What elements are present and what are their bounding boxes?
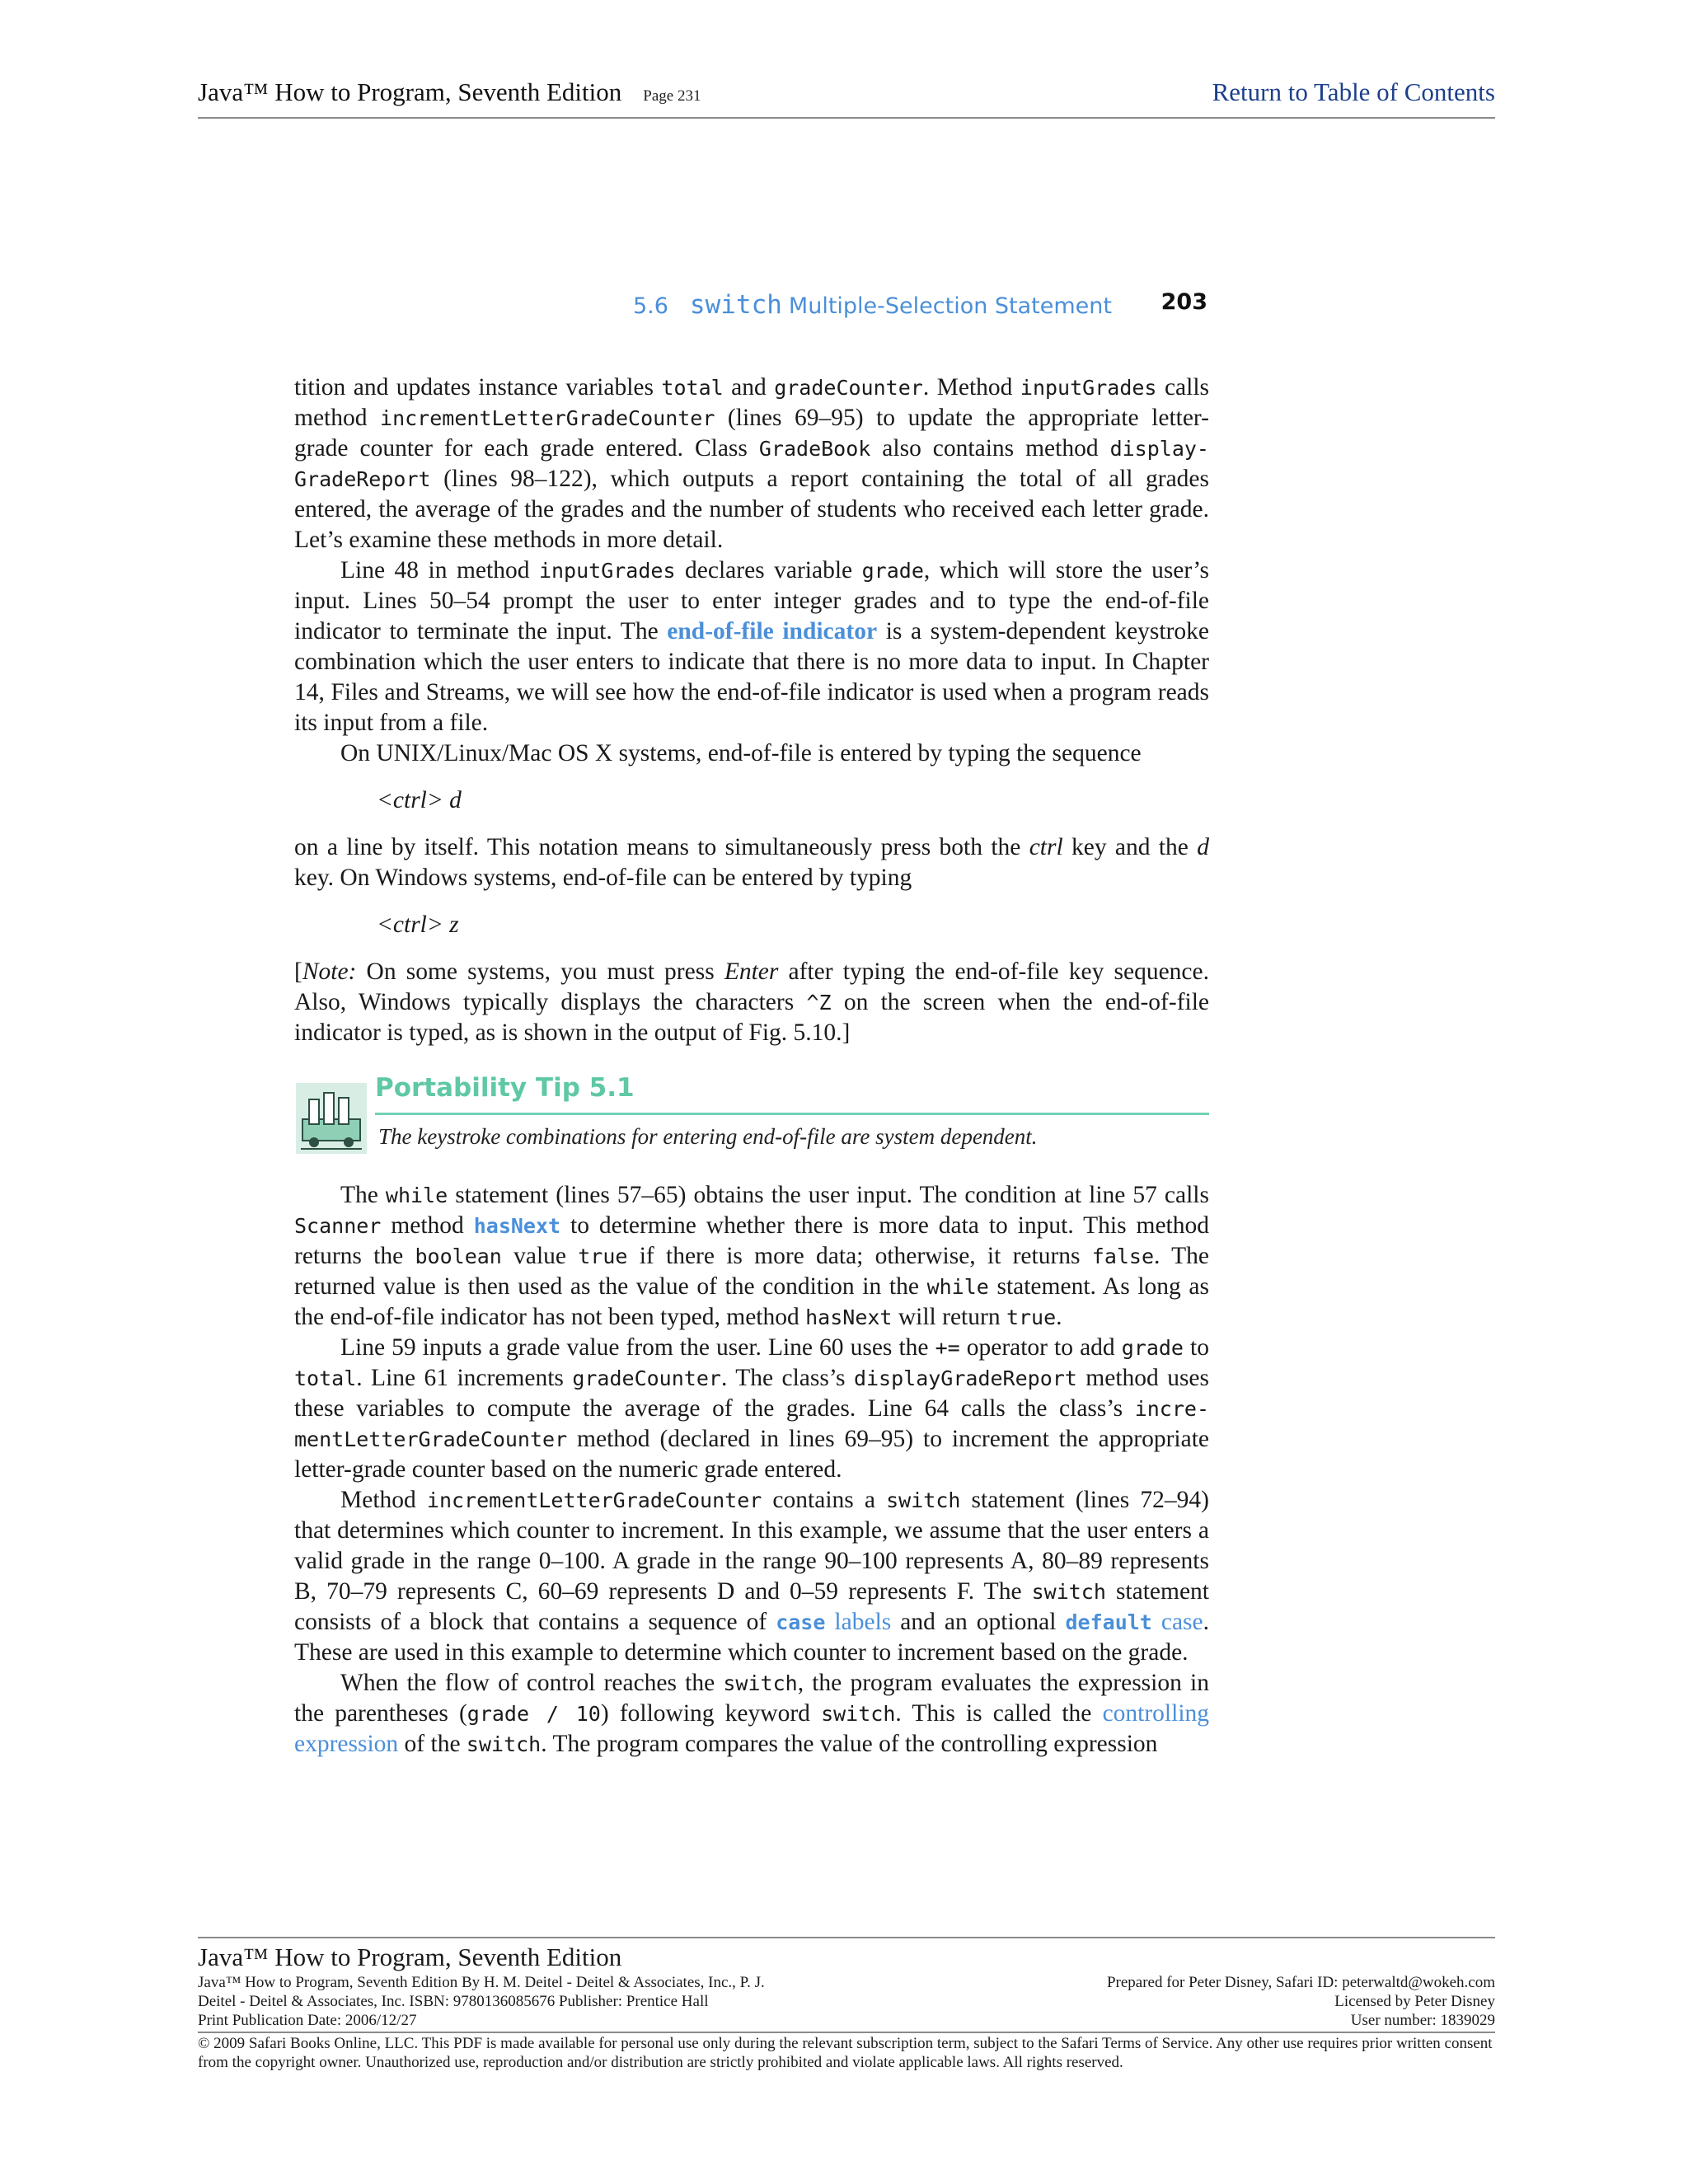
footer-book-title: Java™ How to Program, Seventh Edition (198, 1943, 622, 1971)
tip-text: The keystroke combinations for entering end-of-file are system dependent. (378, 1124, 1038, 1149)
paragraph-9: When the flow of control reaches the switch, the program evaluates the expression in the parentheses (grade / 10) following keyword switch. This is called the controlling expression of the switch. The program compares the value of the controlling expression (294, 1670, 1210, 1757)
footer-row-3 (198, 2011, 1495, 2030)
tip-rule (375, 1113, 1209, 1115)
paragraph-7: Line 59 inputs a grade value from the user. Line 60 uses the += operator to add grade to total. Line 61 increments gradeCounter. The class’s displayGradeReport method uses these variables to compute the average of the grades. Line 64 calls the class’s incre-mentLetterGradeCounter method (declared in lines 69–95) to increment the appropriate letter-grade counter based on the numeric grade entered. (294, 1334, 1210, 1483)
body-text (294, 373, 1209, 1760)
key-term-default: default (1065, 1610, 1152, 1634)
key-term-controlling-expression: controlling expression (294, 1700, 1210, 1757)
key-sequence-ctrl-z: <ctrl> z (377, 912, 459, 938)
key-term-labels: labels (825, 1609, 892, 1635)
footer-publication-date: Print Publication Date: 2006/12/27 (198, 2012, 417, 2029)
running-head-section (633, 290, 1112, 320)
portability-tip (294, 1073, 1209, 1155)
running-head (294, 287, 1209, 325)
footer-row-2 (198, 1992, 1495, 2011)
book-page-number: 203 (1160, 289, 1207, 315)
paragraph-8: Method incrementLetterGradeCounter contains a switch statement (lines 72–94) that determines which counter to increment. In this example, we assume that the user enters a valid grade in the range 0–100. A grade in the range 90–100 represents A, 80–89 represents B, 70–79 represents C, 60–69 represents D and 0–59 represents F. The switch statement consists of a block that contains a sequence of case labels and an optional default case. These are used in this example to determine which counter to increment based on the grade. (294, 1487, 1210, 1666)
tip-title: Portability Tip 5.1 (375, 1073, 635, 1103)
return-to-toc-link[interactable]: Return to Table of Contents (1212, 77, 1495, 106)
paragraph-1: tition and updates instance variables total and gradeCounter. Method inputGrades calls method incrementLetterGradeCounter (lines 69–95) to update the appropriate letter-grade counter for each grade entered. Class GradeBook also contains method display-GradeReport (lines 98–122), which outputs a report containing the total of all grades entered, the average of the grades and the number of students who received each letter grade. Let’s examine these methods in more detail. (294, 374, 1210, 553)
paragraph-6: The while statement (lines 57–65) obtains the user input. The condition at line 57 calls Scanner method hasNext to determine whether there is more data to input. This method returns the boolean value true if there is more data; otherwise, it returns false. The returned value is then used as the value of the condition in the while statement. As long as the end-of-file indicator has not been typed, method hasNext will return true. (294, 1182, 1209, 1330)
key-term-case-suffix: case (1151, 1609, 1203, 1635)
safari-footer (198, 1937, 1495, 2072)
footer-licensed-by: Licensed by Peter Disney (1334, 1993, 1495, 2010)
key-sequence-ctrl-d: <ctrl> d (377, 787, 462, 813)
paragraph-4: on a line by itself. This notation means to simultaneously press both the ctrl key and the d key. On Windows systems, end-of-file can be entered by typing (294, 834, 1209, 891)
paragraph-5: [Note: On some systems, you must press Enter after typing the end-of-file key sequence. Also, Windows typically displays the characters ^Z on the screen when the end-of-file indicator is typed, as is shown in the output of Fig. 5.10.] (294, 958, 1210, 1046)
key-term-end-of-file-indicator: end-of-file indicator (667, 618, 878, 644)
footer-isbn-publisher: Deitel - Deitel & Associates, Inc. ISBN: 9780136085676 Publisher: Prentice Hall (198, 1993, 709, 2010)
footer-copyright: © 2009 Safari Books Online, LLC. This PDF is made available for personal use only during the relevant subscription term, subject to the Safari Terms of Service. Any other use requires prior written consent from the copyright owner. Unauthorized use, reproduction and/or distribution are strictly prohibited and violate applicable laws. All rights reserved. (198, 2032, 1495, 2072)
footer-prepared-for: Prepared for Peter Disney, Safari ID: peterwaltd@wokeh.com (1106, 1974, 1495, 1991)
footer-authors: Java™ How to Program, Seventh Edition By H. M. Deitel - Deitel & Associates, Inc., P. J. (198, 1974, 765, 1991)
key-term-hasnext: hasNext (473, 1214, 561, 1238)
safari-header (198, 74, 1495, 119)
footer-user-number: User number: 1839029 (1350, 2012, 1495, 2029)
section-number: 5.6 (632, 293, 668, 319)
footer-row-1 (198, 1973, 1495, 1992)
paragraph-3: On UNIX/Linux/Mac OS X systems, end-of-file is entered by typing the sequence (340, 740, 1142, 766)
key-term-case: case (776, 1610, 826, 1634)
portability-tip-icon (294, 1081, 368, 1155)
section-title: Multiple-Selection Statement (788, 293, 1112, 319)
paragraph-2: Line 48 in method inputGrades declares variable grade, which will store the user’s input. Lines 50–54 prompt the user to enter integer grades and to type the end-of-file indicator to terminate the input. The end-of-file indicator is a system-dependent keystroke combination which the user enters to indicate that there is no more data to input. In Chapter 14, Files and Streams, we will see how the end-of-file indicator is used when a program reads its input from a file. (294, 557, 1210, 736)
section-keyword: switch (689, 290, 782, 320)
header-page-label: Page 231 (643, 87, 701, 105)
header-book-title: Java™ How to Program, Seventh Edition Page 231 (198, 77, 701, 106)
